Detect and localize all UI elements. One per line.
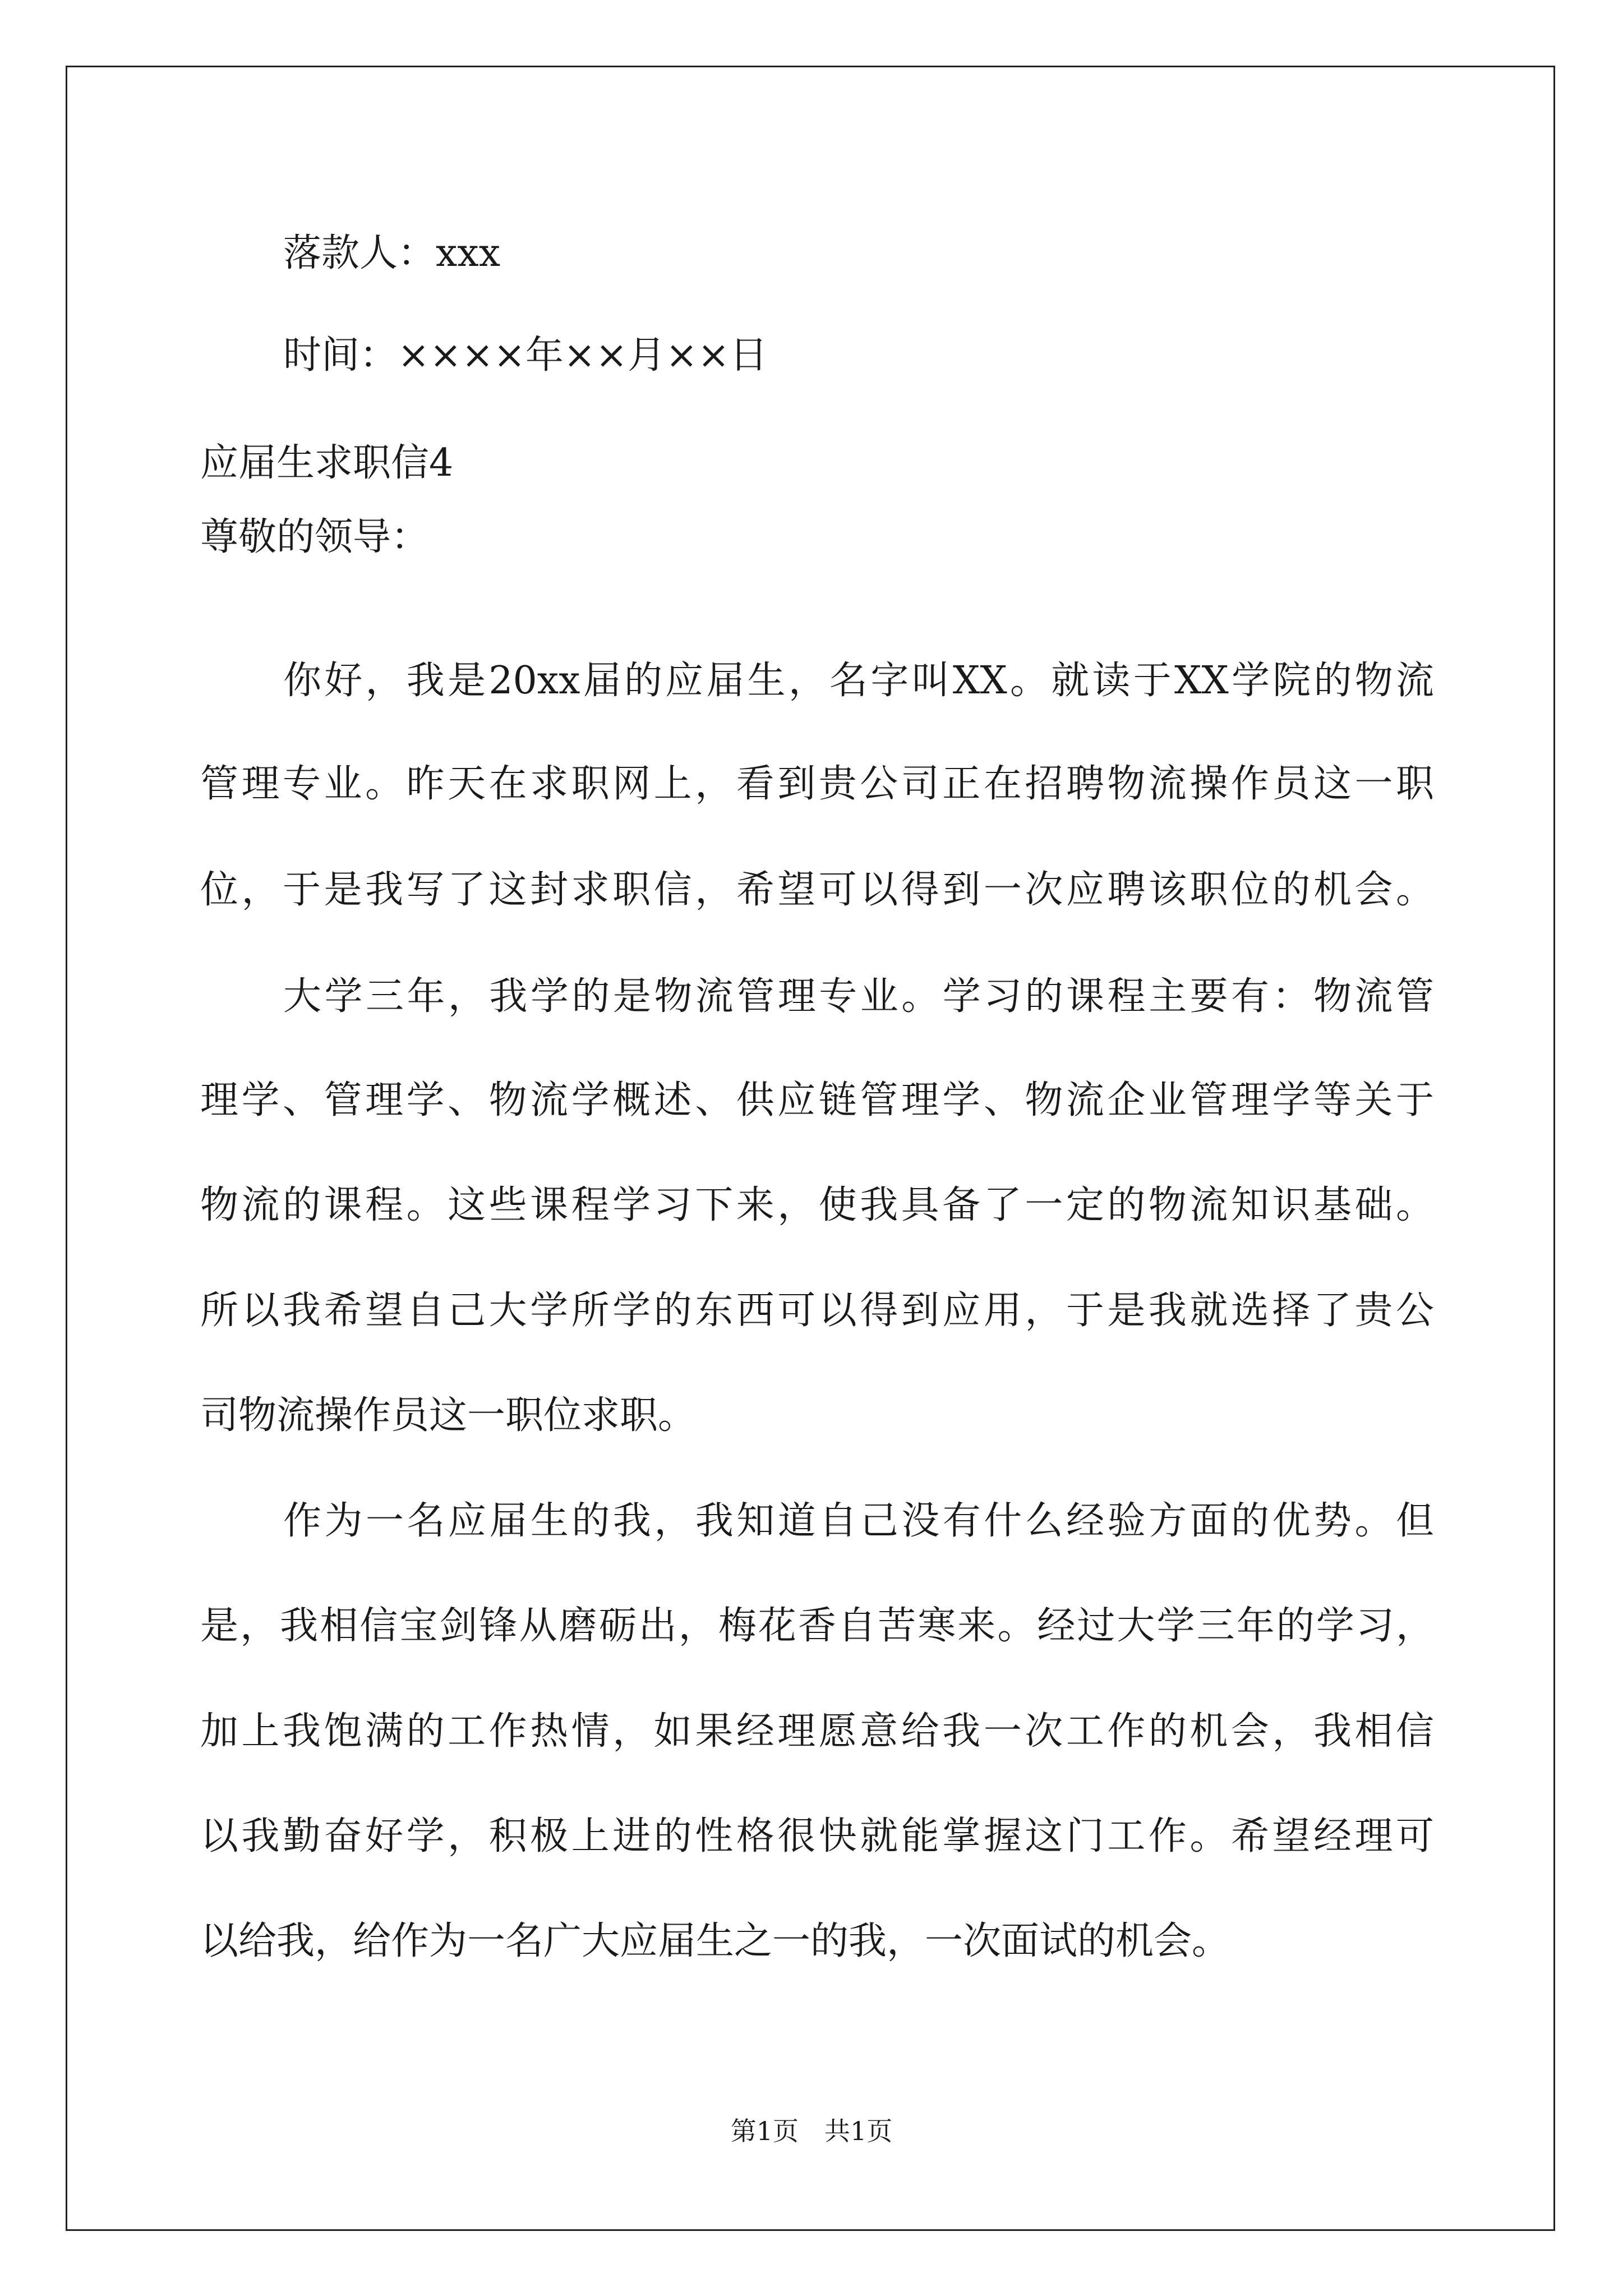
paragraph-3-line-1: 作为一名应届生的我，我知道自己没有什么经验方面的优势。但 <box>283 1499 1434 1543</box>
paragraph-3-line-2: 是，我相信宝剑锋从磨砺出，梅花香自苦寒来。经过大学三年的学习， <box>200 1604 1434 1648</box>
paragraph-1-line-1: 你好，我是20xx届的应届生，名字叫XX。就读于XX学院的物流 <box>283 659 1434 703</box>
paragraph-2-line-1: 大学三年，我学的是物流管理专业。学习的课程主要有：物流管 <box>283 974 1434 1019</box>
page-border <box>66 66 1555 2231</box>
paragraph-2-line-4: 所以我希望自己大学所学的东西可以得到应用，于是我就选择了贵公 <box>200 1289 1434 1333</box>
paragraph-3-line-3: 加上我饱满的工作热情，如果经理愿意给我一次工作的机会，我相信 <box>200 1709 1434 1754</box>
letter-heading: 应届生求职信4 <box>200 441 454 485</box>
paragraph-3-line-5: 以给我，给作为一名广大应届生之一的我，一次面试的机会。 <box>200 1919 1230 1963</box>
paragraph-2-line-5: 司物流操作员这一职位求职。 <box>200 1393 697 1438</box>
page-footer: 第1页 共1页 <box>730 2116 893 2146</box>
paragraph-2-line-3: 物流的课程。这些课程学习下来，使我具备了一定的物流知识基础。 <box>200 1183 1434 1227</box>
salutation: 尊敬的领导： <box>200 515 430 559</box>
paragraph-2-line-2: 理学、管理学、物流学概述、供应链管理学、物流企业管理学等关于 <box>200 1078 1434 1122</box>
paragraph-1-line-2: 管理专业。昨天在求职网上，看到贵公司正在招聘物流操作员这一职 <box>200 762 1434 806</box>
date-line: 时间：××××年××月××日 <box>283 333 768 378</box>
signature-line: 落款人：xxx <box>283 231 501 275</box>
paragraph-1-line-3: 位，于是我写了这封求职信，希望可以得到一次应聘该职位的机会。 <box>200 868 1434 912</box>
paragraph-3-line-4: 以我勤奋好学，积极上进的性格很快就能掌握这门工作。希望经理可 <box>200 1814 1434 1858</box>
